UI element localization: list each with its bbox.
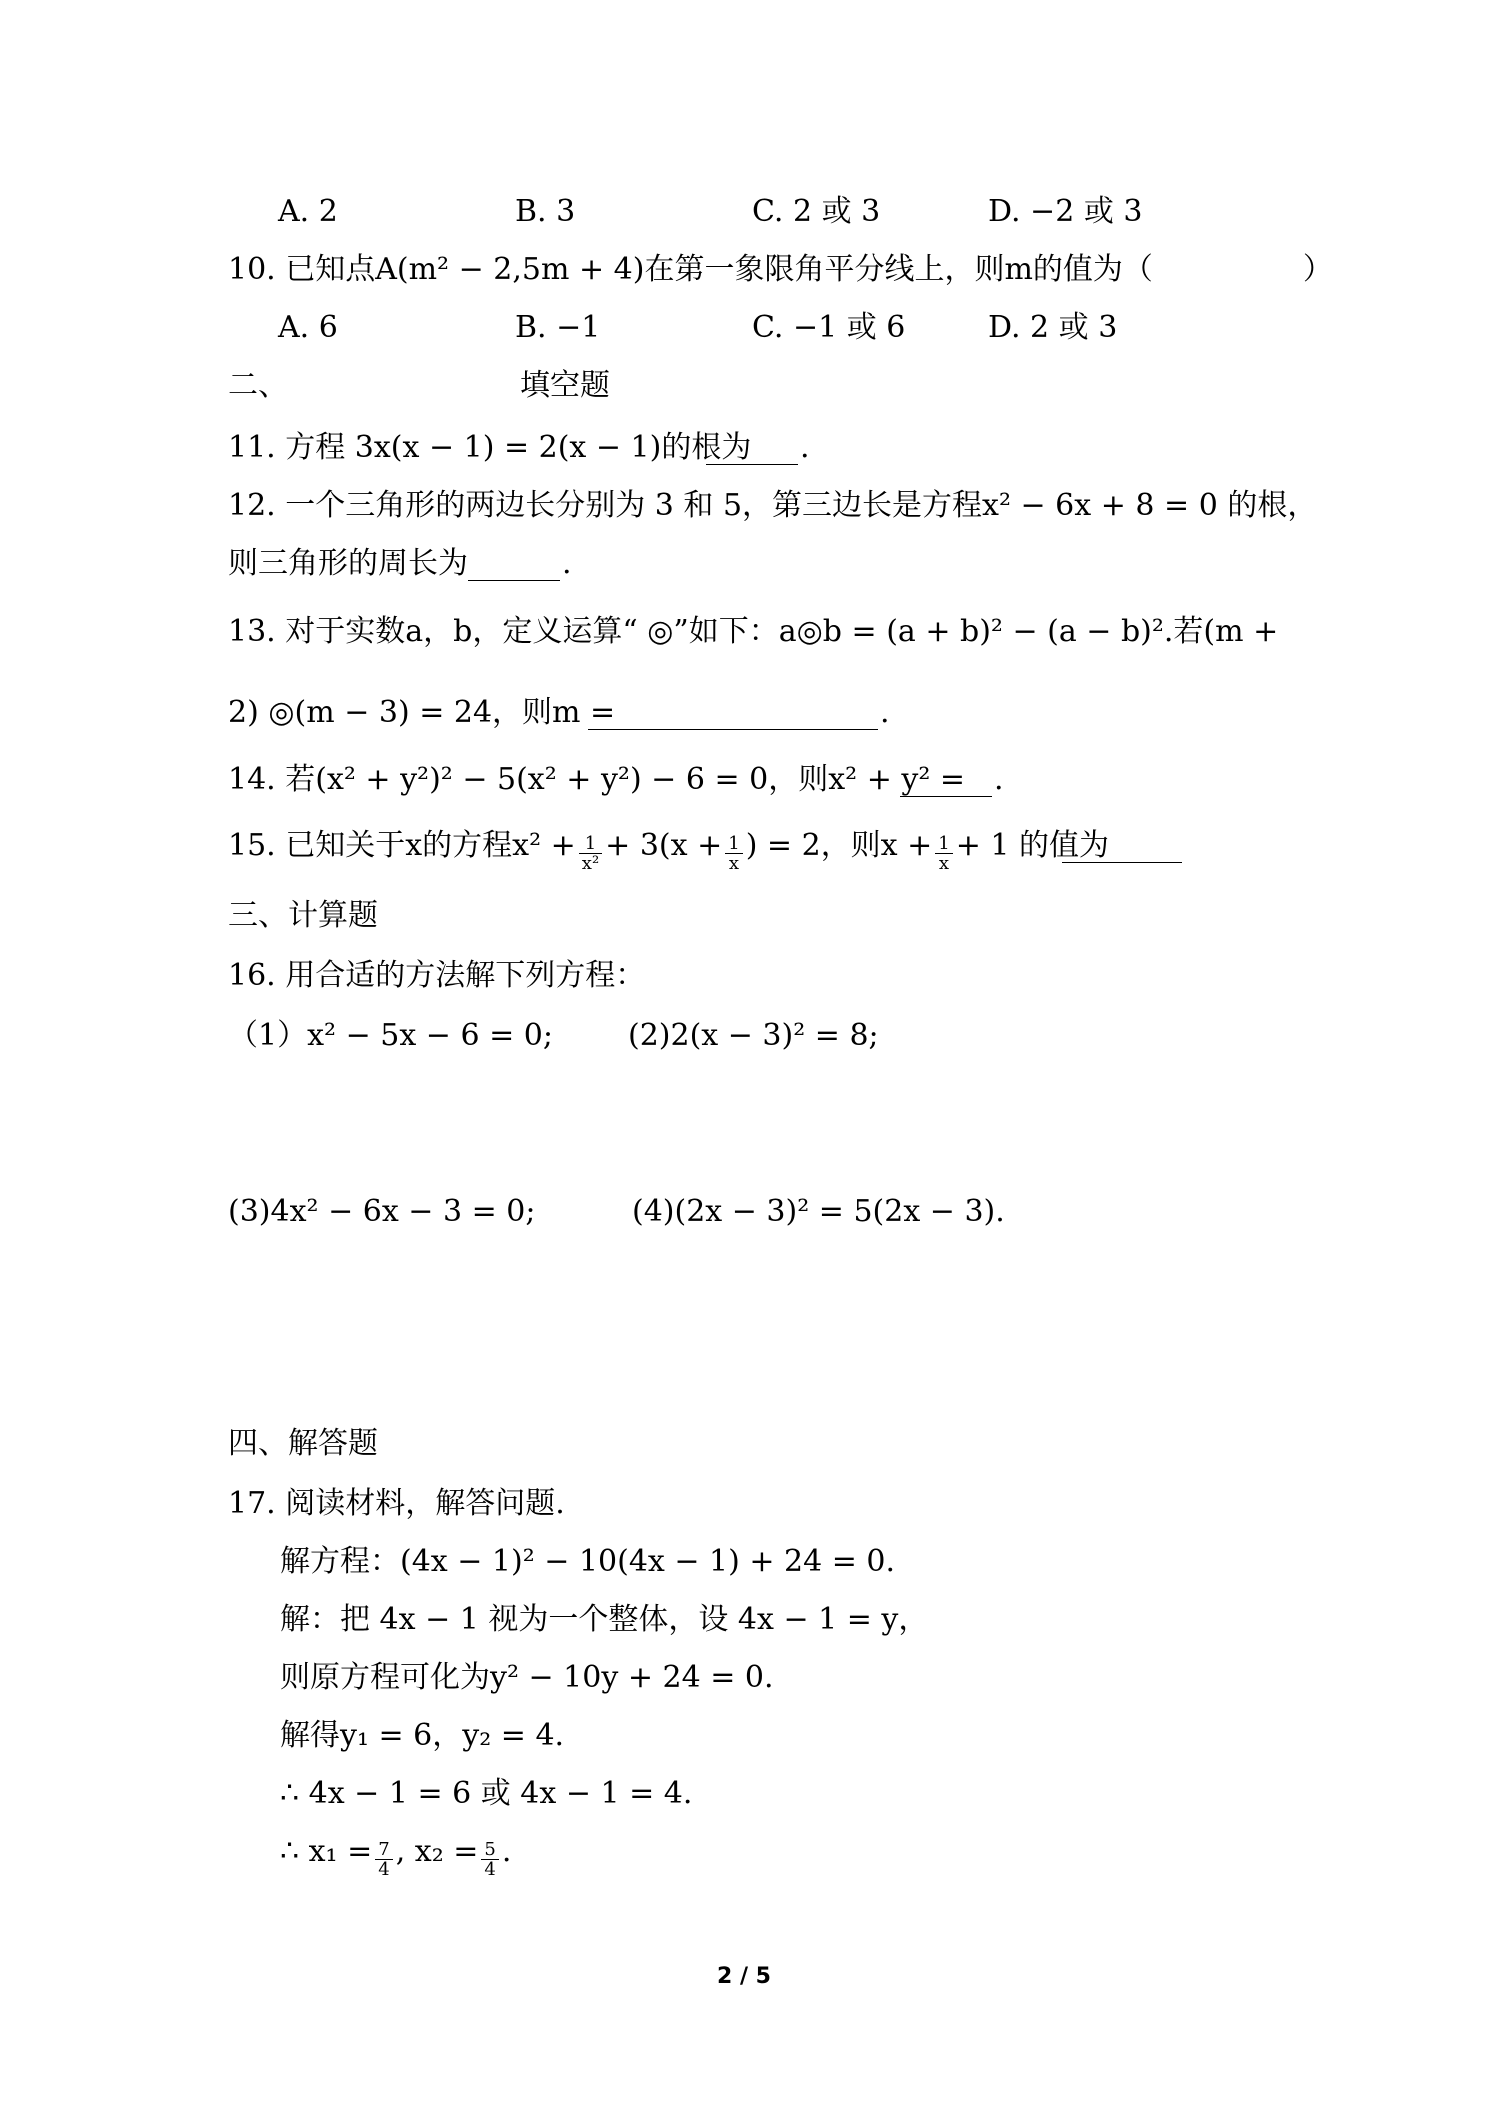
q17-line-3: 则原方程可化为y² − 10y + 24 = 0. [280, 1660, 774, 1695]
q16-title: 16. 用合适的方法解下列方程： [228, 958, 646, 993]
q9-option-b: B. 3 [515, 194, 576, 229]
q17-line-6 [280, 1832, 512, 1880]
q16-part-3: (3)4x² − 6x − 3 = 0; [228, 1194, 536, 1229]
page-number: 2 / 5 [717, 1964, 771, 1989]
q15-fraction-2 [725, 834, 742, 873]
q15-fraction-1-denominator: x² [581, 852, 600, 874]
section-2-number: 二、 [228, 368, 288, 403]
q9-option-d: D. −2 或 3 [988, 194, 1143, 229]
q12-period: . [562, 546, 572, 581]
q16-part-1: （1）x² − 5x − 6 = 0; [228, 1018, 553, 1053]
q13-question-line2: 2) ◎(m − 3) = 24，则m = [228, 695, 616, 730]
q17-line-4: 解得y₁ = 6，y₂ = 4. [280, 1718, 565, 1753]
q13-period: . [880, 695, 890, 730]
q15-fraction-3-denominator: x [938, 852, 950, 874]
q12-question-line1: 12. 一个三角形的两边长分别为 3 和 5，第三边长是方程x² − 6x + 8 = 0 的根， [228, 488, 1318, 523]
q17-fraction-1-denominator: 4 [378, 1858, 390, 1880]
q14-answer-blank [900, 796, 992, 797]
q14-period: . [994, 762, 1004, 797]
q10-option-a: A. 6 [278, 310, 338, 345]
q17-line-6-part-a: ∴ x₁ = [280, 1834, 373, 1869]
q15-question [228, 826, 1110, 874]
section-2-title: 填空题 [520, 368, 610, 403]
q17-line-2: 解：把 4x − 1 视为一个整体，设 4x − 1 = y， [280, 1602, 929, 1637]
q11-period: . [800, 430, 810, 465]
q17-line-1: 解方程：(4x − 1)² − 10(4x − 1) + 24 = 0. [280, 1544, 896, 1579]
q13-answer-blank [588, 729, 878, 730]
q9-option-c: C. 2 或 3 [752, 194, 881, 229]
q10-question: 10. 已知点A(m² − 2,5m + 4)在第一象限角平分线上，则m的值为（ ） [228, 252, 1333, 287]
q17-line-6-part-c: . [501, 1834, 512, 1869]
q10-option-b: B. −1 [515, 310, 601, 345]
q15-fraction-2-numerator: 1 [725, 834, 742, 854]
q15-part3: ) = 2，则x + [745, 828, 933, 863]
q16-part-2: (2)2(x − 3)² = 8; [628, 1018, 879, 1053]
q13-question-line1: 13. 对于实数a，b，定义运算“ ◎”如下：a◎b = (a + b)² − (a − b)².若(m + [228, 614, 1279, 649]
q14-question: 14. 若(x² + y²)² − 5(x² + y²) − 6 = 0，则x² + y² = [228, 762, 966, 797]
q17-line-5: ∴ 4x − 1 = 6 或 4x − 1 = 4. [280, 1776, 693, 1811]
q11-answer-blank [706, 464, 798, 465]
q12-answer-blank [468, 580, 560, 581]
q15-fraction-3-numerator: 1 [935, 834, 952, 854]
q15-fraction-1-numerator: 1 [579, 834, 602, 854]
q10-option-c: C. −1 或 6 [752, 310, 906, 345]
q17-line-6-part-b: , x₂ = [395, 1834, 479, 1869]
q15-fraction-3 [935, 834, 952, 873]
q12-question-line2: 则三角形的周长为 [228, 546, 468, 581]
q10-option-d: D. 2 或 3 [988, 310, 1118, 345]
q15-fraction-2-denominator: x [728, 852, 740, 874]
q17-fraction-2 [481, 1840, 498, 1879]
q15-part4: + 1 的值为 [955, 828, 1110, 863]
q16-part-4: (4)(2x − 3)² = 5(2x − 3). [632, 1194, 1005, 1229]
q17-fraction-2-denominator: 4 [484, 1858, 496, 1880]
q17-title: 17. 阅读材料，解答问题. [228, 1486, 565, 1521]
q15-part1: 15. 已知关于x的方程x² + [228, 828, 576, 863]
q17-fraction-1 [375, 1840, 392, 1879]
q15-answer-blank [1062, 862, 1182, 863]
q9-option-a: A. 2 [278, 194, 338, 229]
q11-question: 11. 方程 3x(x − 1) = 2(x − 1)的根为 [228, 430, 752, 465]
q17-fraction-1-numerator: 7 [375, 1840, 392, 1860]
q15-fraction-1 [579, 834, 602, 873]
section-3-title: 三、计算题 [228, 898, 378, 933]
q17-fraction-2-numerator: 5 [481, 1840, 498, 1860]
q15-part2: + 3(x + [605, 828, 723, 863]
section-4-title: 四、解答题 [228, 1426, 378, 1461]
